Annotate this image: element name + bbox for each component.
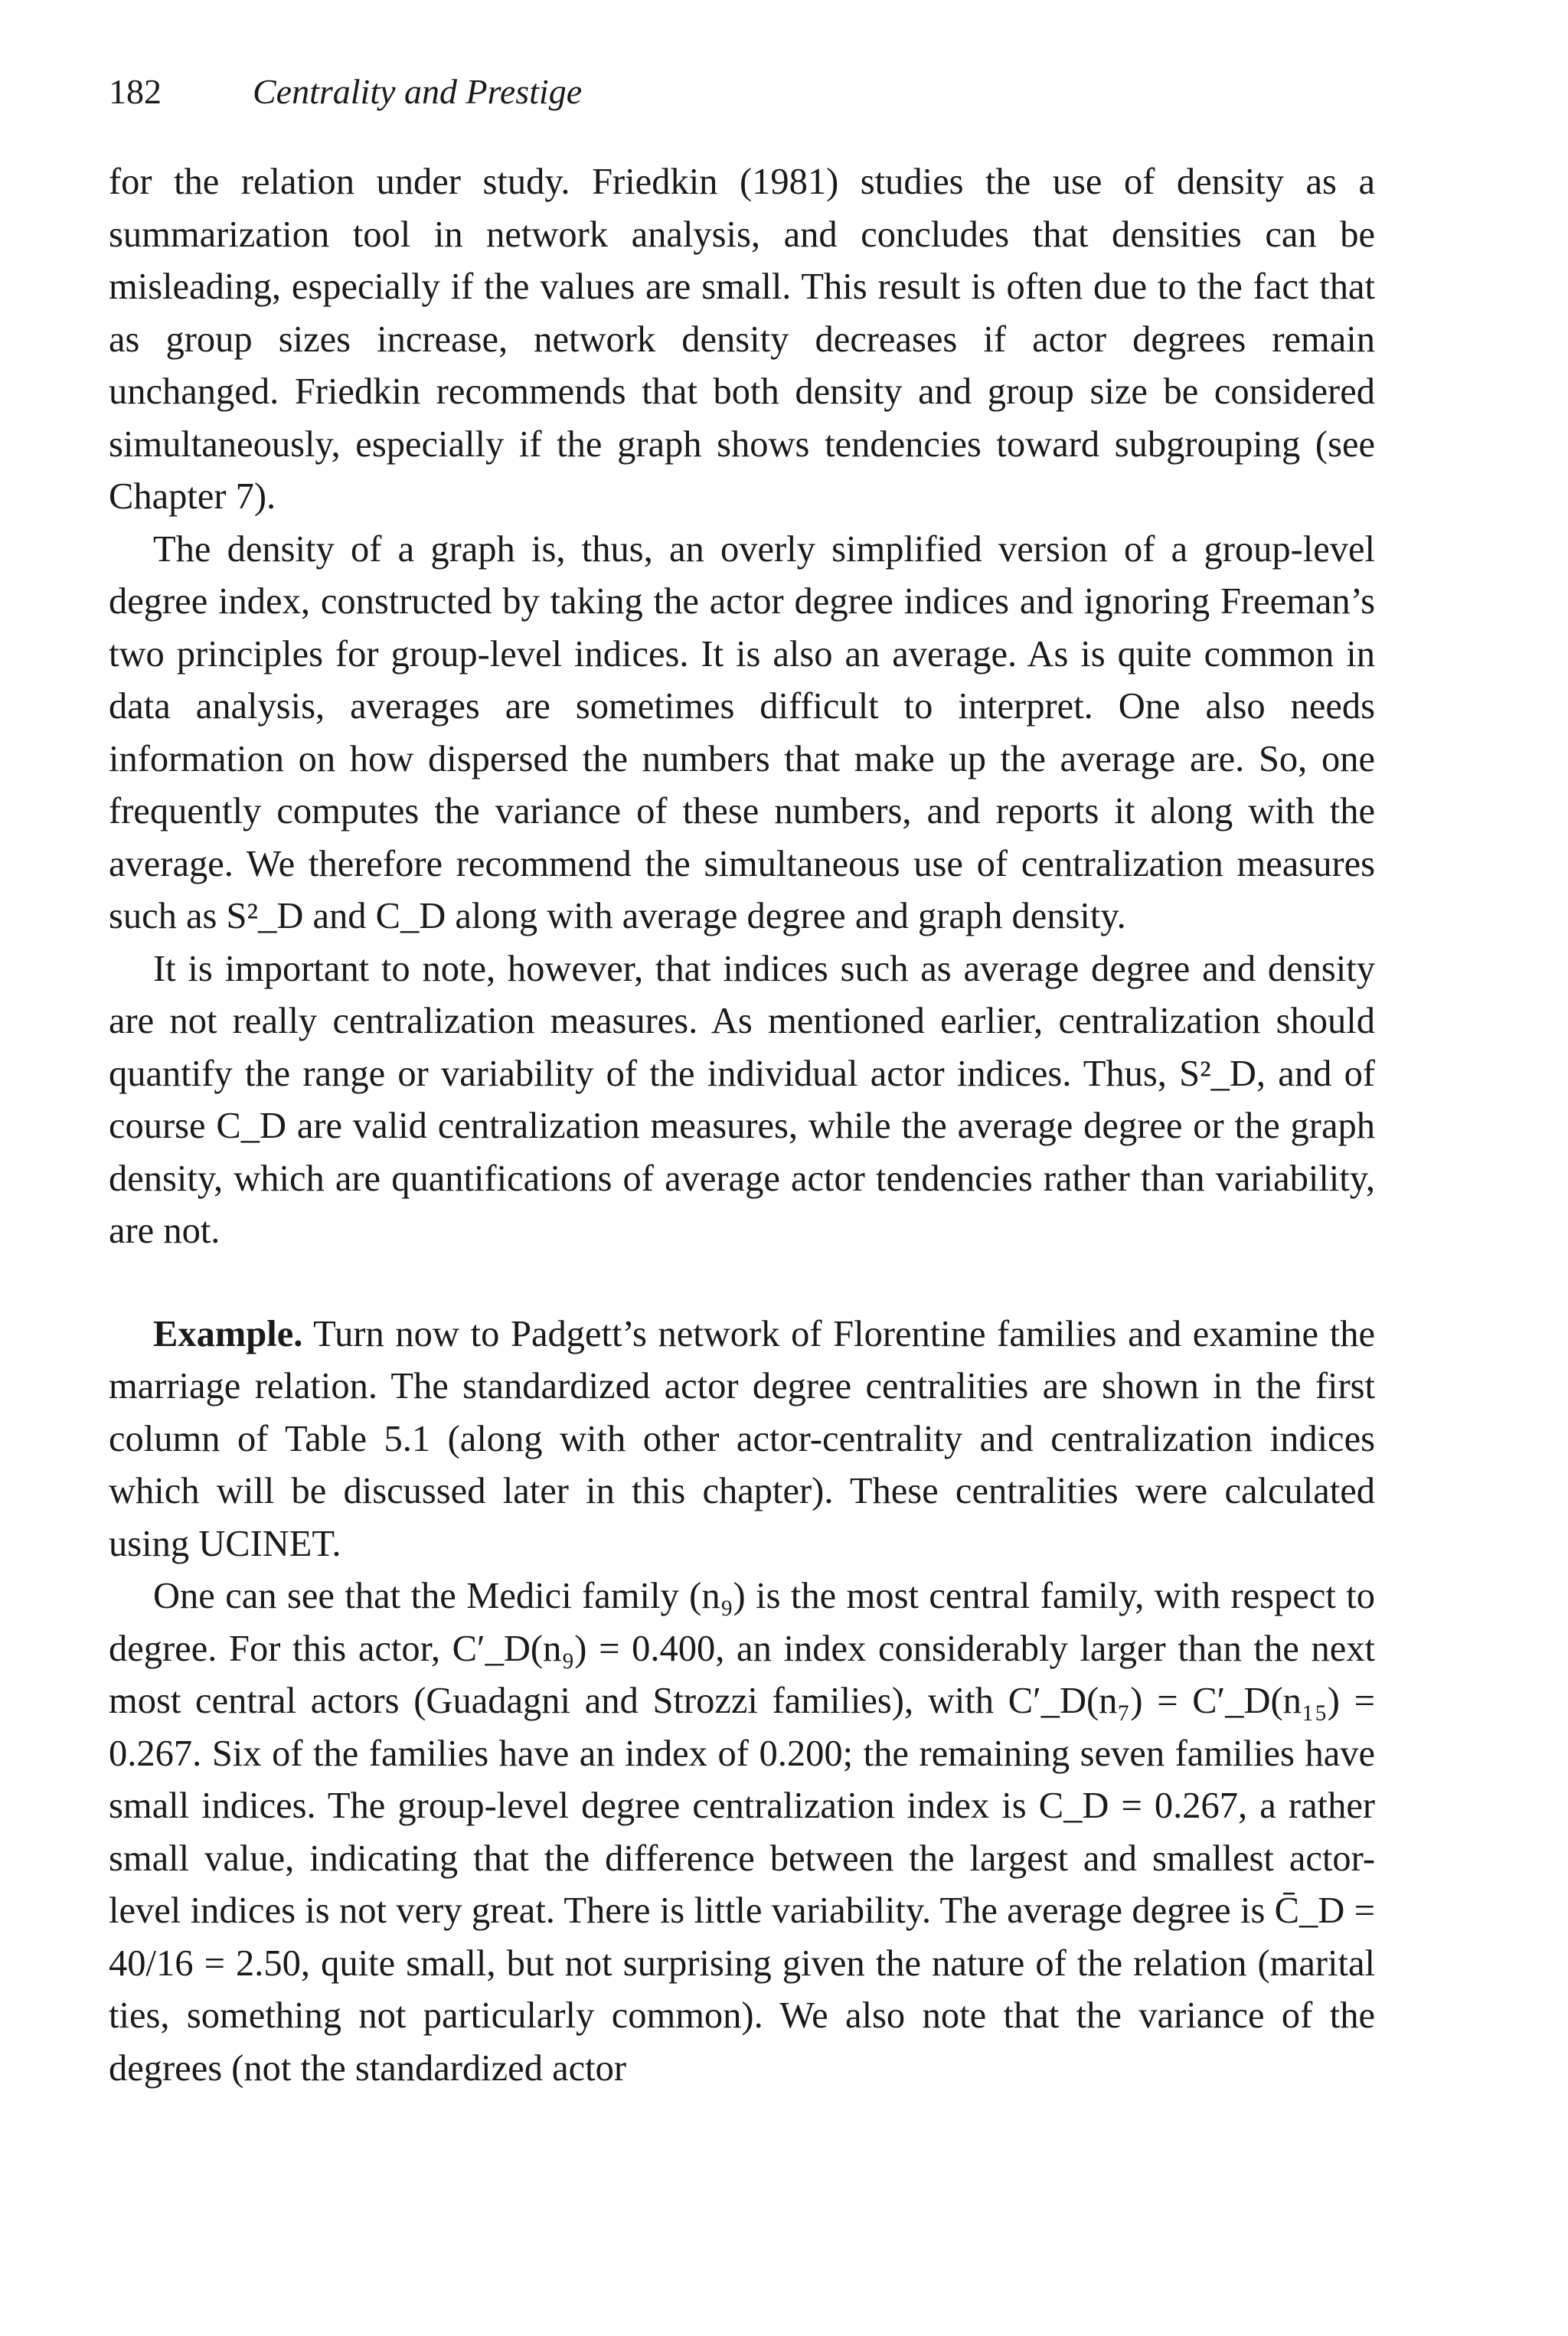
paragraph-5-text: One can see that the Medici family (n₉) is the most central family, with respect to degree. For this actor, C′_D(n₉) = 0.400, an index considerably larger than the next most central actors (Guadagni and Strozzi families), with C′_D(n₇) = C′_D(n₁₅) = 0.267. Six of the families have an index of 0.200; the remaining seven families have small indices. The group-level degree centralization index is C_D = 0.267, a rather small value, indicating that the difference between the largest and smallest actor-level indices is not very great. There is little variability. The average degree is C̄_D = 40/16 = 2.50, quite small, but not surprising given the nature of the relation (marital ties, something not particularly common). We also note that the variance of the degrees (not the standardized actor — [109, 1576, 1375, 2089]
paragraph-5 — [109, 1570, 1375, 2095]
running-head — [109, 69, 1375, 115]
paragraph-1: for the relation under study. Friedkin (1981) studies the use of density as a summarization tool in network analysis, and concludes that densities can be misleading, especially if the values are small. This result is often due to the fact that as group sizes increase, network density decreases if actor degrees remain unchanged. Friedkin recommends that both density and group size be considered simultaneously, especially if the graph shows tendencies toward subgrouping (see Chapter 7). — [109, 162, 1375, 517]
paragraph-example-text: Turn now to Padgett’s network of Florentine families and examine the marriage relation. The standardized actor degree centralities are shown in the first column of Table 5.1 (along with other actor-centrality and centralization indices which will be discussed later in this chapter). These centralities were calculated using UCINET. — [109, 1313, 1375, 1564]
paragraph-2 — [109, 524, 1375, 943]
paragraph-3 — [109, 943, 1375, 1258]
page-number: 182 — [109, 72, 162, 111]
running-title: Centrality and Prestige — [253, 72, 583, 111]
paragraph-2-text: The density of a graph is, thus, an overly simplified version of a group-level degree index, constructed by taking the actor degree indices and ignoring Freeman’s two principles for group-level indices. It is also an average. As is quite common in data analysis, averages are sometimes difficult to interpret. One also needs information on how dispersed the numbers that make up the average are. So, one frequently computes the variance of these numbers, and reports it along with the average. We therefore recommend the simultaneous use of centralization measures such as S²_D and C_D along with average degree and graph density. — [109, 528, 1375, 936]
page — [109, 69, 1375, 2095]
example-label: Example. — [153, 1313, 303, 1354]
paragraph-3-text: It is important to note, however, that indices such as average degree and density are not really centralization measures. As mentioned earlier, centralization should quantify the range or variability of the individual actor indices. Thus, S²_D, and of course C_D are valid centralization measures, while the average degree or the graph density, which are quantifications of average actor tendencies rather than variability, are not. — [109, 948, 1375, 1251]
paragraph-example — [109, 1308, 1375, 1571]
